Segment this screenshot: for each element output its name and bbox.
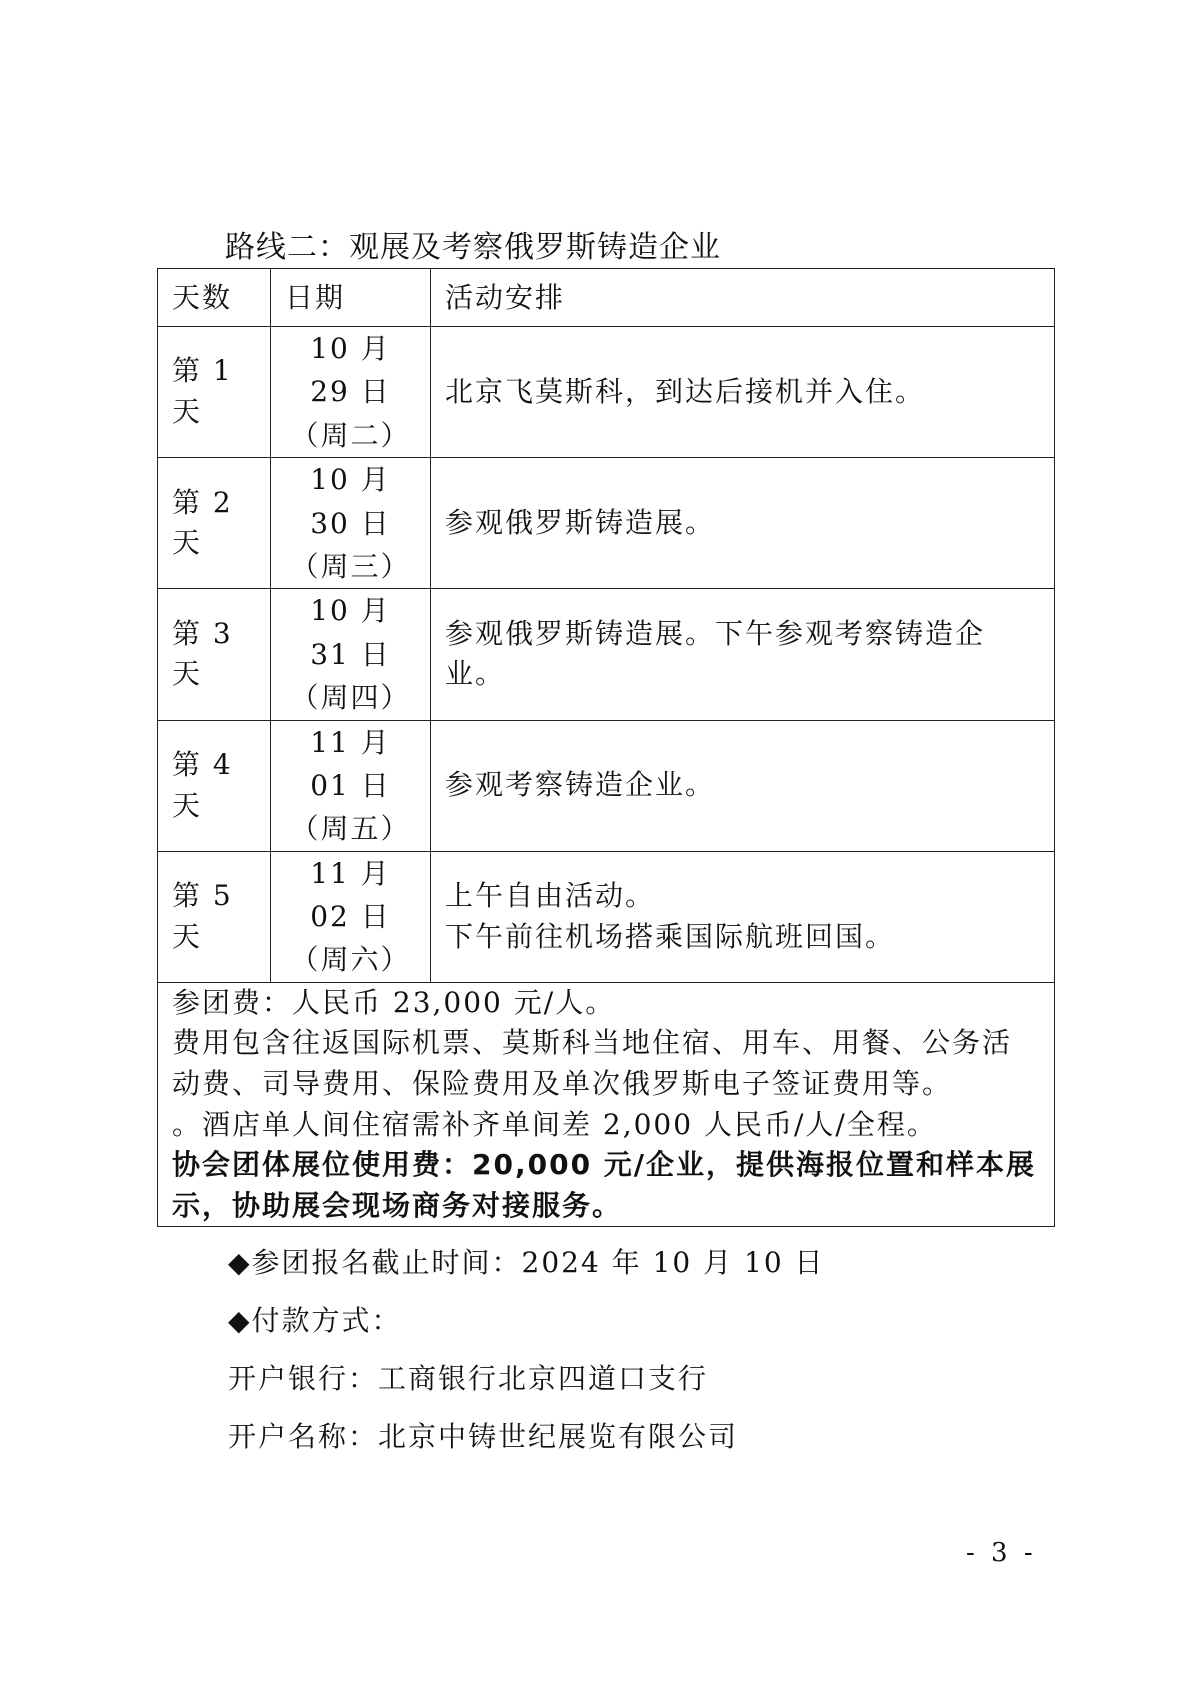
payment-method-title: ◆付款方式： xyxy=(228,1304,402,1337)
fee-single-room: 。酒店单人间住宿需补齐单间差 2,000 人民币/人/全程。 xyxy=(172,1107,937,1141)
weekday-text: （周六） xyxy=(290,943,411,977)
activity-line: 参观俄罗斯铸造展。下午参观考察铸造企业。 xyxy=(445,616,986,691)
activity-line: 北京飞莫斯科，到达后接机并入住。 xyxy=(445,374,926,408)
table-row xyxy=(158,589,1055,720)
date-cell xyxy=(271,327,431,458)
activity-cell xyxy=(431,720,1055,851)
weekday-text: （周三） xyxy=(290,549,411,583)
page-number: - 3 - xyxy=(966,1538,1037,1568)
date-text: 10 月 31 日 xyxy=(310,594,391,671)
date-cell xyxy=(271,458,431,589)
day-cell: 第 1 天 xyxy=(158,327,271,458)
itinerary-table xyxy=(157,268,1055,1227)
date-text: 11 月 02 日 xyxy=(310,856,391,934)
header-day: 天数 xyxy=(158,269,271,327)
table-header-row xyxy=(158,269,1055,327)
header-date: 日期 xyxy=(271,269,431,327)
registration-deadline: ◆参团报名截止时间：2024 年 10 月 10 日 xyxy=(228,1246,825,1279)
day-cell: 第 2 天 xyxy=(158,458,271,589)
date-text: 10 月 30 日 xyxy=(310,463,391,540)
weekday-text: （周四） xyxy=(290,681,411,715)
bank-name: 开户银行：工商银行北京四道口支行 xyxy=(228,1362,709,1395)
date-text: 10 月 29 日 xyxy=(310,332,391,409)
activity-line: 参观俄罗斯铸造展。 xyxy=(445,505,716,539)
day-cell: 第 3 天 xyxy=(158,589,271,720)
table-row xyxy=(158,327,1055,458)
date-cell xyxy=(271,720,431,851)
activity-cell xyxy=(431,458,1055,589)
day-cell: 第 4 天 xyxy=(158,720,271,851)
fee-booth: 协会团体展位使用费：20,000 元/企业，提供海报位置和样本展示，协助展会现场商务对接服务。 xyxy=(172,1148,1037,1222)
activity-cell xyxy=(431,851,1055,982)
fee-includes: 费用包含往返国际机票、莫斯科当地住宿、用车、用餐、公务活动费、司导费用、保险费用及单次俄罗斯电子签证费用等。 xyxy=(172,1026,1013,1101)
date-cell xyxy=(271,851,431,982)
fee-price: 参团费：人民币 23,000 元/人。 xyxy=(172,985,616,1019)
weekday-text: （周五） xyxy=(290,812,411,846)
footer-info xyxy=(228,1244,825,1476)
date-text: 11 月 01 日 xyxy=(310,725,391,802)
activity-line: 参观考察铸造企业。 xyxy=(445,768,716,802)
table-row xyxy=(158,720,1055,851)
fees-row xyxy=(158,982,1055,1227)
date-cell xyxy=(271,589,431,720)
account-name: 开户名称：北京中铸世纪展览有限公司 xyxy=(228,1420,739,1453)
activity-line: 上午自由活动。 xyxy=(445,879,656,913)
table-row xyxy=(158,851,1055,982)
table-row xyxy=(158,458,1055,589)
activity-line: 下午前往机场搭乘国际航班回国。 xyxy=(445,919,896,953)
section-heading: 路线二：观展及考察俄罗斯铸造企业 xyxy=(225,230,721,265)
fees-cell xyxy=(158,982,1055,1227)
activity-cell xyxy=(431,327,1055,458)
activity-cell xyxy=(431,589,1055,720)
header-activity: 活动安排 xyxy=(431,269,1055,327)
weekday-text: （周二） xyxy=(290,418,411,452)
day-cell: 第 5 天 xyxy=(158,851,271,982)
